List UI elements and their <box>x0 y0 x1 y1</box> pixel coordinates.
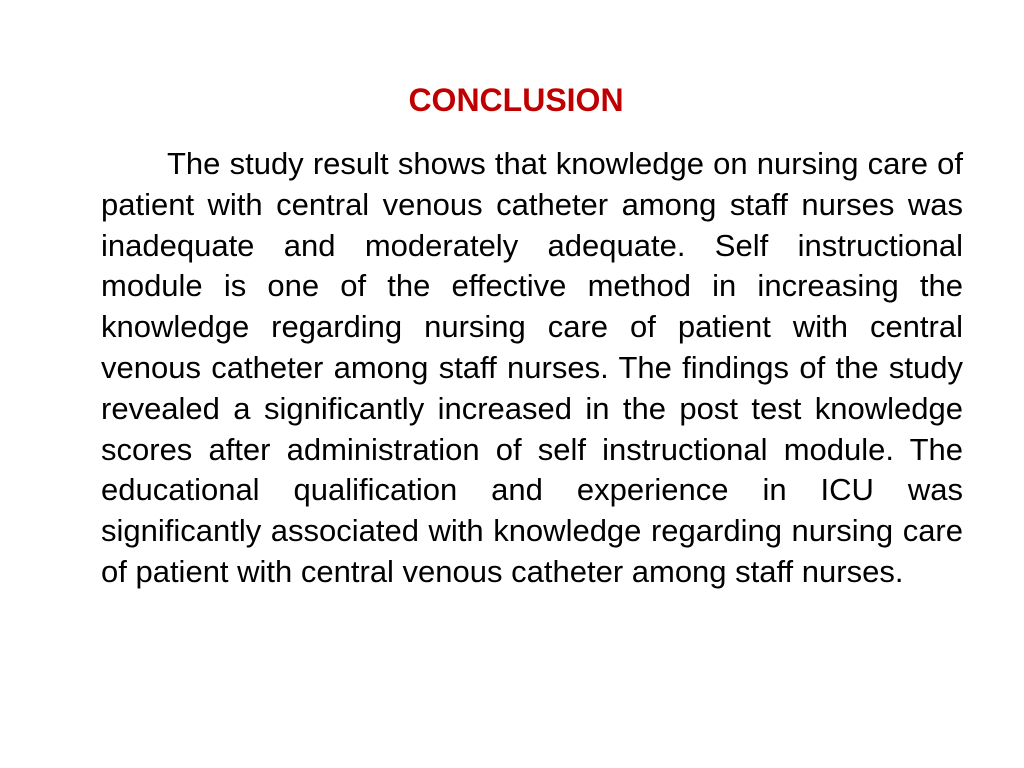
slide-title: CONCLUSION <box>408 82 624 118</box>
conclusion-paragraph: The study result shows that knowledge on nursing care of patient with central venous catheter among staff nurses was inadequate and moderately adequate. Self instructional module is one of the effective method in increasing the knowledge regarding nursing care of patient with central venous catheter among staff nurses. The findings of the study revealed a significantly increased in the post test knowledge scores after administration of self instructional module. The educational qualification and experience in ICU was significantly associated with knowledge regarding nursing care of patient with central venous catheter among staff nurses. <box>101 146 963 589</box>
